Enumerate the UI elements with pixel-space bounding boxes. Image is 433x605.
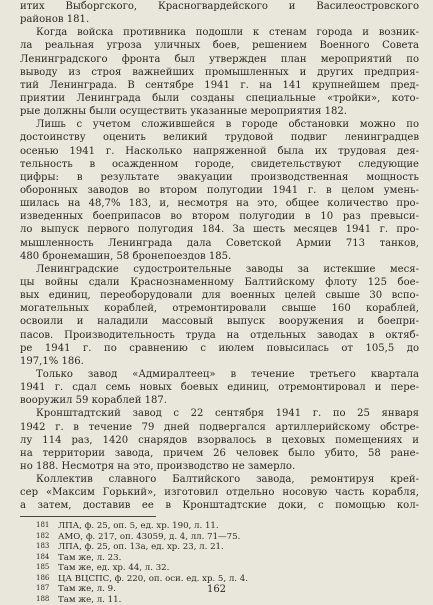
text-line: а затем, доставив ее в Кронштадтские доки, с помощью кол- [20, 500, 419, 512]
text-line: вооружил 59 кораблей 187. [20, 395, 167, 407]
text-line: тельность в осажденном городе, свидетельствуют следующие [20, 158, 419, 170]
text-line: изведенных боеприпасов во втором полугодии в 10 раз превыси- [20, 211, 419, 223]
footnote-text: Там же, л. 11. [58, 594, 122, 605]
footnote [20, 541, 419, 551]
paragraph-start-line: Когда войска противника подошли к стенам города и возник- [36, 27, 419, 39]
text-line: цифры: в результате эвакуации производственная мощность [20, 171, 419, 183]
paragraph-start-line: Кронштадтский завод с 22 сентября 1941 г. по 25 января [36, 408, 419, 420]
footnote-number: 181 [36, 521, 50, 530]
footnote-number: 188 [36, 594, 50, 603]
text-line: пасов. Производительность труда на отдельных заводах в октяб- [20, 329, 419, 341]
text-line: 1941 г. сдал семь новых боевых единиц, отремонтировал и пере- [20, 382, 419, 394]
text-line: сер «Максим Горький», изготовил отдельно носовую часть корабля, [20, 487, 419, 499]
paragraph-start-line: Лишь с учетом сложившейся в городе обстановки можно по [36, 119, 419, 131]
footnote-number: 182 [36, 531, 50, 540]
footnote-text: ЛПА, ф. 25, оп. 13а, ед. хр. 23, л. 21. [58, 542, 224, 553]
text-line: оборонных заводов во втором полугодии 1941 г. в целом умень- [20, 184, 419, 196]
text-line: достоинству оценить великий трудовой подвиг ленинградцев [20, 132, 419, 144]
footnote-number: 183 [36, 542, 50, 551]
text-line: тий Ленинграда. В сентябре 1941 г. на 141 крупнейшем пред- [20, 79, 419, 91]
text-line: приятии Ленинграда были созданы специальные «тройки», кото- [20, 92, 419, 104]
text-line: 480 бронемашин, 58 бронепоездов 185. [20, 250, 232, 262]
footnote-number: 185 [36, 563, 50, 572]
text-line: освоили и наладили массовый выпуск вооружения и боепри- [20, 316, 419, 328]
footnote-separator [20, 516, 156, 517]
text-line: ре 1941 г. по сравнению с июлем повысилась от 105,5 до [20, 342, 419, 354]
paragraph-start-line: Только завод «Адмиралтеец» в течение третьего квартала [36, 368, 419, 380]
footnote [20, 531, 419, 541]
text-line: ло выпуск первого полугодия 184. За шесть месяцев 1941 г. про- [20, 224, 419, 236]
text-line: лу 114 раз, 1420 снарядов взорвалось в цеховых помещениях и [20, 434, 419, 446]
footnote-text: Там же, ед. хр. 44, л. 32. [58, 563, 170, 574]
text-line: выводу из строя важнейших промышленных и других предприя- [20, 66, 419, 78]
text-line: осенью 1941 г. Насколько напряженной была их трудовая дея- [20, 145, 419, 157]
footnote-number: 186 [36, 573, 50, 582]
text-line: могательных кораблей, отремонтировали свыше 160 кораблей, [20, 303, 419, 315]
text-line: вых единиц, переоборудовали для военных целей свыше 30 вспо- [20, 290, 419, 302]
footnote-text: Там же, л. 9. [58, 584, 116, 595]
text-line: 1942 г. в течение 79 дней подвергался артиллерийскому обстре- [20, 421, 419, 433]
footnote [20, 562, 419, 572]
text-line: на территории завода, причем 26 человек было убито, 58 ране- [20, 447, 419, 459]
text-line: ла реальная угроза уличных боев, решением Военного Совета [20, 40, 419, 52]
text-line: итих Выборгского, Красногвардейского и Василеостровского [20, 1, 419, 12]
text-line: 197,1% 186. [20, 355, 84, 367]
footnote-text: Там же, л. 23. [58, 552, 122, 563]
paragraph-start-line: Коллектив славного Балтийского завода, ремонтируя крей- [36, 474, 419, 486]
page-number: 162 [206, 584, 227, 595]
text-line: цы войны сдали Краснознаменному Балтийскому флоту 125 бое- [20, 276, 419, 288]
footnote [20, 552, 419, 562]
text-line: районов 181. [20, 14, 90, 26]
footnote-text: ЦА ВЦСПС, ф. 220, оп. оси. ед. хр. 5, л. 4. [58, 573, 248, 584]
text-line: но 188. Несмотря на это, производство не замерло. [20, 460, 296, 472]
footnote [20, 573, 419, 583]
footnote-number: 187 [36, 584, 50, 593]
text-line: шилась на 48,7% 183, и, несмотря на это, общее количество про- [20, 198, 419, 210]
text-line: мышленность Ленинграда дала Советской Армии 713 танков, [20, 237, 419, 249]
text-line: Ленинградского фронта был утвержден план мероприятий по [20, 53, 419, 65]
paragraph-start-line: Ленинградские судостроительные заводы за истекшие меся- [36, 263, 419, 275]
body-text [20, 0, 419, 512]
footnote-text: АМО, ф. 217, оп. 43059, д. 4, лл. 71—75. [58, 531, 241, 542]
footnote-text: ЛПА, ф. 25, оп. 5, ед. хр. 190, л. 11. [58, 521, 219, 532]
footnote-number: 184 [36, 552, 50, 561]
footnote [20, 520, 419, 530]
text-line: рые должны были осуществить указанные мероприятия 182. [20, 106, 347, 118]
